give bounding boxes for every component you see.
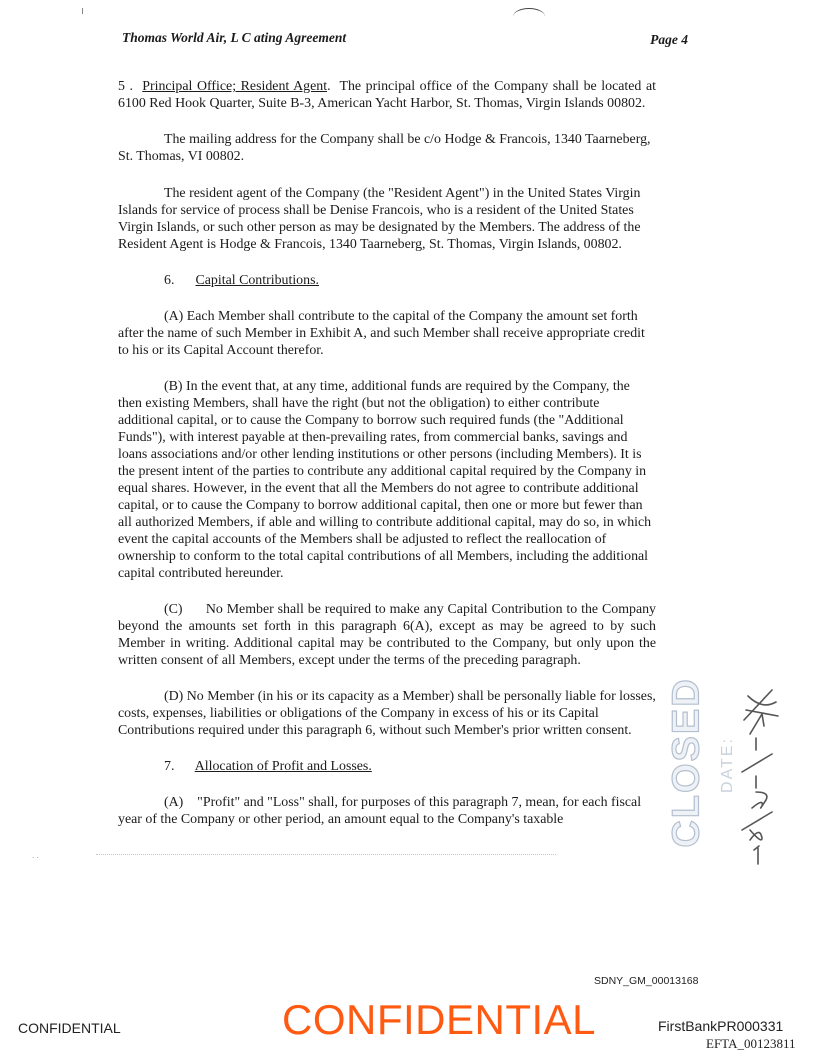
section-5-number: 5 .	[118, 79, 134, 94]
section-6b-paragraph: (B) In the event that, at any time, additional funds are required by the Company, the then existing Members, shall have the right (but not the obligation) to either contribute additional capital, or to cause the Company to borrow such required funds (the "Additional Funds"), with interest payable at then-prevailing rates, from commercial banks, savings and loans associations and/or other lending institutions or other persons (including Members). It is the present intent of the parties to contribute any additional capital required by the Company in equal shares. However, in the event that all the Members do not agree to contribute additional capital, or to cause the Company to borrow additional capital, then one or more but fewer than all authorized Members, if able and willing to contribute additional capital, may do so, in which event the capital accounts of the Members shall be adjusted to reflect the reallocation of ownership to conform to the total capital contributions of all Members, including the additional capital contributed hereunder.	[118, 379, 652, 581]
section-6-number: 6.	[164, 273, 175, 288]
document-body	[118, 78, 660, 847]
section-6a-paragraph: (A) Each Member shall contribute to the capital of the Company the amount set forth after the name of such Member in Exhibit A, and such Member shall receive appropriate credit to his or its Capital Account therefor.	[118, 309, 645, 358]
scan-mark	[82, 8, 87, 14]
section-7-number: 7.	[164, 759, 175, 774]
section-5-paragraph: 5 . Principal Office; Resident Agent. The principal office of the Company shall be located at 6100 Red Hook Quarter, Suite B-3, American Yacht Harbor, St. Thomas, Virgin Islands 00802.	[118, 79, 657, 111]
page-header	[122, 30, 688, 52]
closed-stamp-word: CLOSED	[665, 676, 708, 848]
mailing-address-paragraph: The mailing address for the Company shall be c/o Hodge & Francois, 1340 Taarneberg, St. Thomas, VI 00802.	[118, 132, 651, 164]
section-6d-paragraph: (D) No Member (in his or its capacity as a Member) shall be personally liable for losses, costs, expenses, liabilities or obligations of the Company in excess of his or its Capital Contributions required under this paragraph 6, without such Member's prior written consent.	[118, 689, 656, 738]
section-6-heading	[164, 272, 656, 289]
section-7a-paragraph: (A) "Profit" and "Loss" shall, for purposes of this paragraph 7, mean, for each fiscal year of the Company or other period, an amount equal to the Company's taxable	[118, 795, 645, 827]
handwritten-date-signature	[732, 680, 780, 870]
scan-specks: . .	[32, 850, 39, 860]
closed-stamp-date-label: DATE:	[719, 737, 736, 793]
sdny-bates-number: SDNY_GM_00013168	[594, 975, 699, 987]
confidential-label-left: CONFIDENTIAL	[18, 1020, 121, 1036]
header-title: Thomas World Air, L C ating Agreement	[122, 30, 347, 45]
section-5-title: Principal Office; Resident Agent	[142, 79, 328, 94]
efta-bates-number: EFTA_00123811	[706, 1036, 796, 1051]
confidential-watermark: CONFIDENTIAL	[282, 996, 597, 1043]
resident-agent-paragraph: The resident agent of the Company (the "Resident Agent") in the United States Virgin Islands for service of process shall be Denise Francois, who is a resident of the United States Virgin Islands, or such other person as may be designated by the Members. The address of the Resident Agent is Hodge & Francois, 1340 Taarneberg, St. Thomas, Virgin Islands, 00802.	[118, 186, 641, 252]
firstbank-bates-number: FirstBankPR000331	[658, 1018, 784, 1034]
section-7-heading	[164, 758, 656, 775]
section-5-text: The principal office of the Company shall be located at 6100 Red Hook Quarter, Suite B-3, American Yacht Harbor, St. Thomas, Virgin Islands 00802.	[118, 79, 657, 111]
faint-cut-line	[96, 848, 556, 855]
page-number: Page 4	[650, 32, 688, 47]
section-6-title: Capital Contributions.	[195, 273, 319, 288]
section-6c-paragraph: (C) No Member shall be required to make any Capital Contribution to the Company beyond the amounts set forth in this paragraph 6(A), except as may be agreed to by such Member in writing. Additional capital may be contributed to the Company, but only upon the written consent of all Members, except under the terms of the preceding paragraph.	[118, 602, 660, 668]
closed-stamp	[664, 660, 780, 870]
section-7-title: Allocation of Profit and Losses.	[194, 759, 372, 774]
scan-blot	[513, 8, 545, 25]
